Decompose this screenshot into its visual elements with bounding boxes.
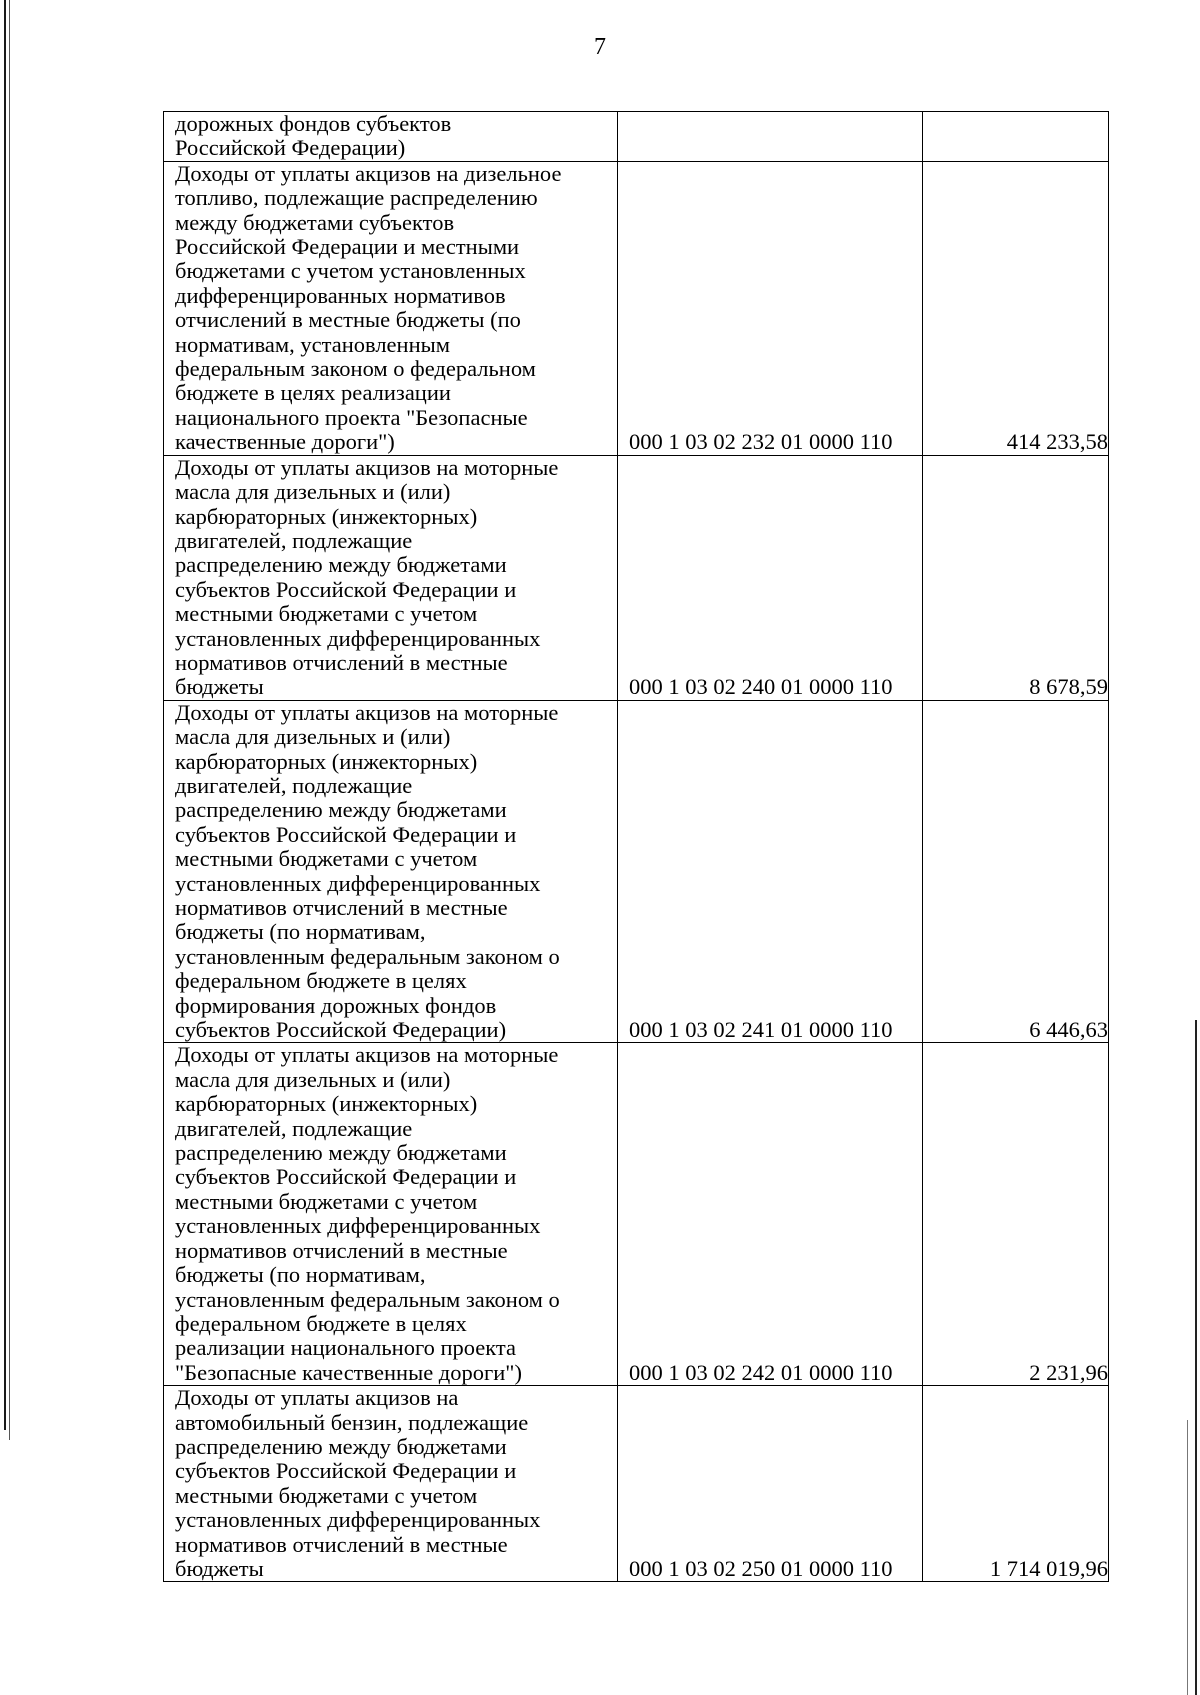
row-code: 000 1 03 02 241 01 0000 110 [618, 700, 923, 1043]
row-code [618, 112, 923, 162]
row-amount: 8 678,59 [923, 455, 1109, 700]
table-row [164, 161, 1109, 455]
table-row [164, 112, 1109, 162]
row-code: 000 1 03 02 250 01 0000 110 [618, 1386, 923, 1582]
row-amount: 2 231,96 [923, 1043, 1109, 1386]
row-amount: 414 233,58 [923, 161, 1109, 455]
row-description: дорожных фондов субъектов Российской Федерации) [164, 112, 618, 162]
table-row [164, 1043, 1109, 1386]
table-row [164, 1386, 1109, 1582]
row-code: 000 1 03 02 232 01 0000 110 [618, 161, 923, 455]
row-description: Доходы от уплаты акцизов на моторные масла для дизельных и (или) карбюраторных (инжекторных) двигателей, подлежащие распределению между бюджетами субъектов Российской Федерации и местными бюджетами с учетом установленных дифференцированных нормативов отчислений в местные бюджеты (по нормативам, установленным федеральным законом о федеральном бюджете в целях реализации национального проекта "Безопасные качественные дороги") [164, 1043, 618, 1386]
page-number: 7 [594, 34, 606, 60]
row-amount: 6 446,63 [923, 700, 1109, 1043]
row-description: Доходы от уплаты акцизов на дизельное топливо, подлежащие распределению между бюджетами субъектов Российской Федерации и местными бюджетами с учетом установленных дифференцированных нормативов отчислений в местные бюджеты (по нормативам, установленным федеральным законом о федеральном бюджете в целях реализации национального проекта "Безопасные качественные дороги") [164, 161, 618, 455]
row-description: Доходы от уплаты акцизов на автомобильный бензин, подлежащие распределению между бюджетами субъектов Российской Федерации и местными бюджетами с учетом установленных дифференцированных нормативов отчислений в местные бюджеты [164, 1386, 618, 1582]
scan-edge-left-inner [9, 0, 10, 1440]
table-row [164, 455, 1109, 700]
scan-edge-left [4, 0, 6, 1430]
revenue-table [163, 111, 1109, 1582]
scan-edge-right-inner [1187, 1420, 1188, 1695]
row-amount [923, 112, 1109, 162]
row-code: 000 1 03 02 240 01 0000 110 [618, 455, 923, 700]
row-amount: 1 714 019,96 [923, 1386, 1109, 1582]
row-description: Доходы от уплаты акцизов на моторные масла для дизельных и (или) карбюраторных (инжекторных) двигателей, подлежащие распределению между бюджетами субъектов Российской Федерации и местными бюджетами с учетом установленных дифференцированных нормативов отчислений в местные бюджеты (по нормативам, установленным федеральным законом о федеральном бюджете в целях формирования дорожных фондов субъектов Российской Федерации) [164, 700, 618, 1043]
row-code: 000 1 03 02 242 01 0000 110 [618, 1043, 923, 1386]
table-row [164, 700, 1109, 1043]
row-description: Доходы от уплаты акцизов на моторные масла для дизельных и (или) карбюраторных (инжекторных) двигателей, подлежащие распределению между бюджетами субъектов Российской Федерации и местными бюджетами с учетом установленных дифференцированных нормативов отчислений в местные бюджеты [164, 455, 618, 700]
scan-edge-right [1195, 1020, 1197, 1695]
